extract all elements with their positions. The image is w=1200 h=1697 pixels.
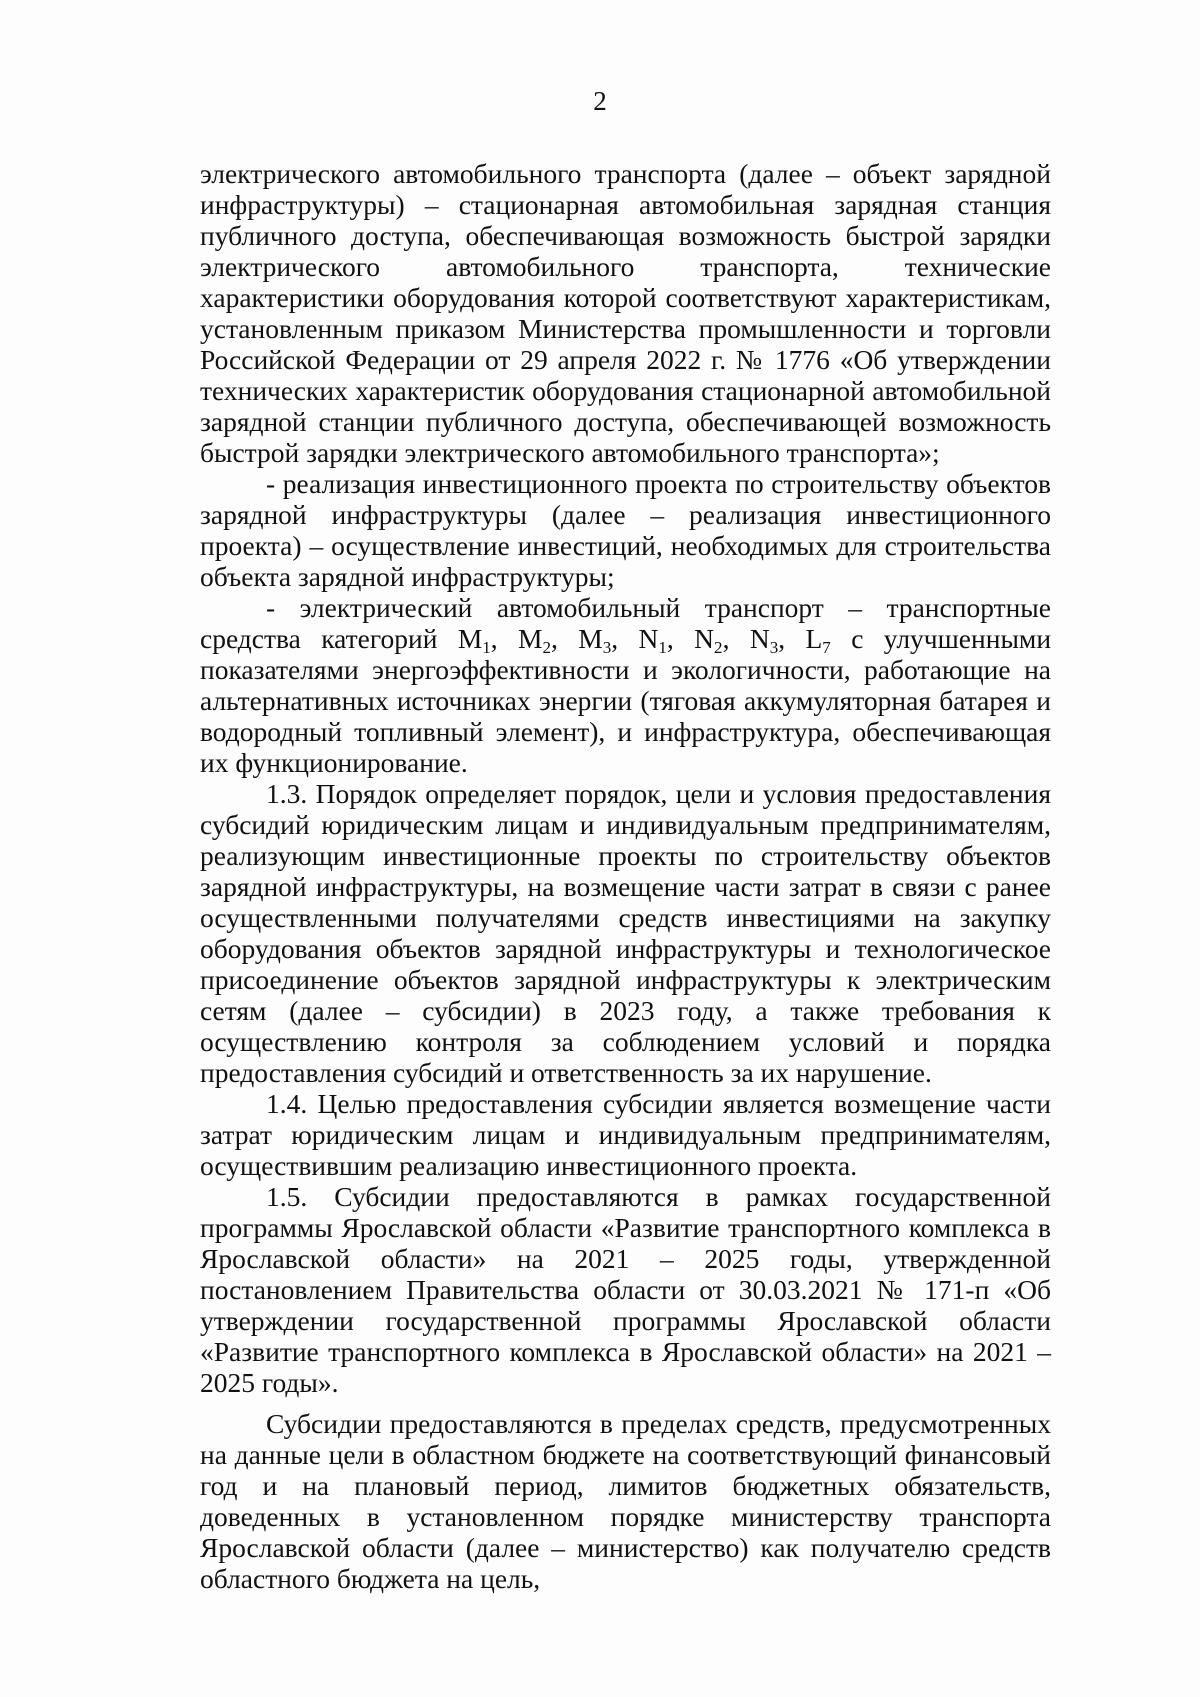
paragraph-subsidy-limits: Субсидии предоставляются в пределах средств, предусмотренных на данные цели в областном бюджете на соответствующий финансовый год и на плановый период, лимитов бюджетных обязательств, доведенных в установленном порядке министерству транспорта Ярославской области (далее – министерство) как получателю средств областного бюджета на цель, [200, 1408, 1051, 1594]
paragraph-electric-transport-definition: - электрический автомобильный транспорт – транспортные средства категорий $M_1$, $M_2$, $M_3$, $N_1$, $N_2$, $N_3$, $L_7$ с улучшенными показателями энергоэффективности и экологичности, работающие на альтернативных источниках энергии (тяговая аккумуляторная батарея и водородный топливный элемент), и инфраструктура, обеспечивающая их функционирование. [200, 592, 1052, 778]
vehicle-category: $N_3$ [749, 623, 779, 658]
vehicle-category: $M_3$ [578, 623, 612, 658]
paragraph-investment-project-definition: - реализация инвестиционного проекта по строительству объектов зарядной инфраструктуры (далее – реализация инвестиционного проекта) – осуществление инвестиций, необходимых для строительства объекта зарядной инфраструктуры; [200, 468, 1051, 592]
vehicle-category: $M_1$ [457, 623, 491, 658]
paragraph-1-3-procedure: 1.3. Порядок определяет порядок, цели и условия предоставления субсидий юридическим лицам и индивидуальным предпринимателям, реализующим инвестиционные проекты по строительству объектов зарядной инфраструктуры, на возмещение части затрат в связи с ранее осуществленными получателями средств инвестициями на закупку оборудования объектов зарядной инфраструктуры и технологическое присоединение объектов зарядной инфраструктуры к электрическим сетям (далее – субсидии) в 2023 году, а также требования к осуществлению контроля за соблюдением условий и порядка предоставления субсидий и ответственность за их нарушение. [200, 778, 1051, 1088]
vehicle-category: $N_2$ [694, 623, 723, 658]
document-body [200, 158, 1051, 1594]
electric-transport-text-after: с улучшенными показателями энергоэффективности и экологичности, работающие на альтернативных источниках энергии (тяговая аккумуляторная батарея и водородный топливный элемент), и инфраструктура, обеспечивающая их функционирование. [200, 623, 1052, 778]
vehicle-category: $N_1$ [638, 623, 667, 658]
vehicle-category: $M_2$ [518, 623, 552, 658]
electric-transport-text-before: - электрический автомобильный транспорт – транспортные средства категорий [200, 592, 1051, 654]
vehicle-category: $L_7$ [805, 623, 831, 658]
paragraph-1-5-program: 1.5. Субсидии предоставляются в рамках государственной программы Ярославской области «Развитие транспортного комплекса в Ярославской области» на 2021 – 2025 годы, утвержденной постановлением Правительства области от 30.03.2021 № 171-п «Об утверждении государственной программы Ярославской области «Развитие транспортного комплекса в Ярославской области» на 2021 – 2025 годы». [200, 1181, 1051, 1398]
page-number: 2 [593, 86, 607, 116]
paragraph-1-4-purpose: 1.4. Целью предоставления субсидии является возмещение части затрат юридическим лицам и индивидуальным предпринимателям, осуществившим реализацию инвестиционного проекта. [200, 1088, 1051, 1181]
paragraph-charging-infrastructure-definition: электрического автомобильного транспорта (далее – объект зарядной инфраструктуры) – стационарная автомобильная зарядная станция публичного доступа, обеспечивающая возможность быстрой зарядки электрического автомобильного транспорта, технические характеристики оборудования которой соответствуют характеристикам, установленным приказом Министерства промышленности и торговли Российской Федерации от 29 апреля 2022 г. № 1776 «Об утверждении технических характеристик оборудования стационарной автомобильной зарядной станции публичного доступа, обеспечивающей возможность быстрой зарядки электрического автомобильного транспорта»; [200, 158, 1051, 468]
